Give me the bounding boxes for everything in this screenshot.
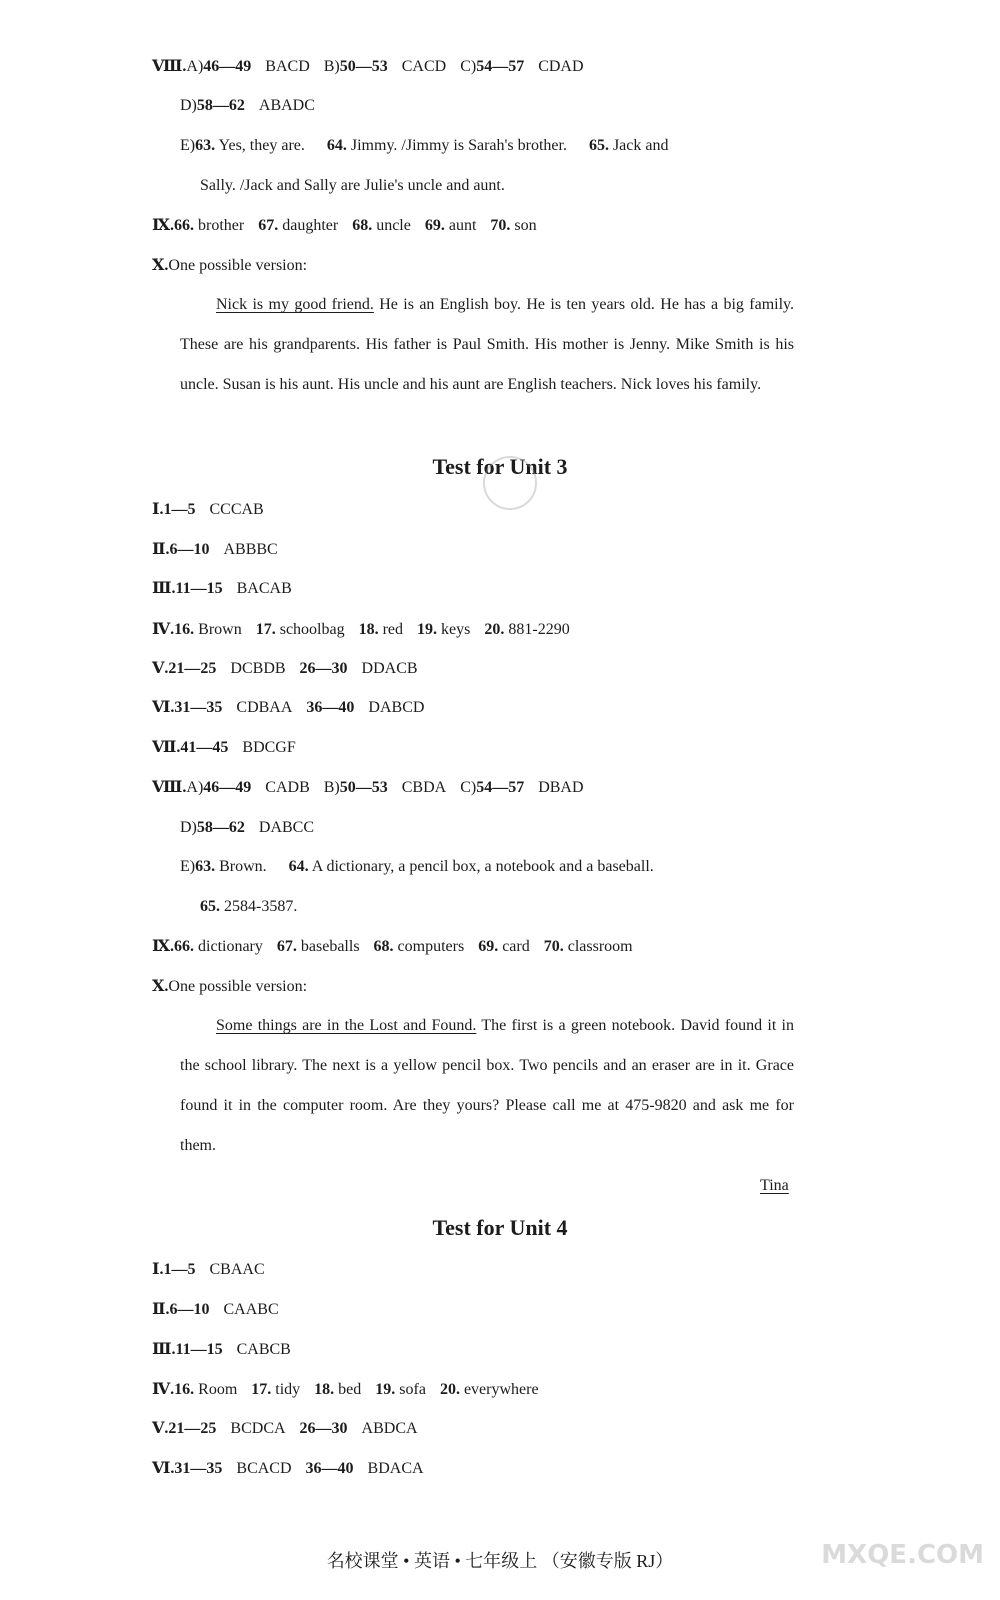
u3-e-line — [180, 857, 654, 877]
section-number: Ⅱ. — [152, 1301, 170, 1318]
answer: everywhere — [463, 1381, 539, 1398]
answers: DCBDB — [230, 660, 286, 677]
answer: keys — [441, 621, 471, 638]
range: 11—15 — [175, 1341, 223, 1358]
answer: Room — [198, 1381, 238, 1398]
answer: 881-2290 — [508, 621, 570, 638]
answer: brother — [198, 217, 245, 234]
section-number: Ⅶ. — [152, 739, 181, 756]
range: 41—45 — [180, 739, 229, 756]
answers: CBDA — [401, 779, 447, 796]
question-number: 69. — [424, 217, 445, 234]
answers: DABCC — [258, 819, 315, 836]
u3-d-line — [180, 818, 314, 838]
u3-essay — [180, 1006, 794, 1166]
u3-ix-line — [152, 937, 633, 957]
question-number: 70. — [543, 938, 564, 955]
section-number: Ⅹ. — [152, 257, 169, 274]
range: 31—35 — [174, 1460, 223, 1477]
sec1-ix-line — [152, 216, 537, 236]
part-label: E) — [180, 858, 196, 875]
section-number: Ⅵ. — [152, 699, 175, 716]
sec1-essay — [180, 285, 794, 405]
answers: CAABC — [223, 1301, 279, 1318]
answer: Jimmy. /Jimmy is Sarah's brother. — [350, 137, 567, 154]
answer: Brown — [198, 621, 242, 638]
range: 26—30 — [299, 660, 348, 677]
answer: red — [382, 621, 404, 638]
range: 50—53 — [339, 779, 388, 796]
question-number: 66. — [174, 938, 195, 955]
part-label: D) — [180, 97, 197, 114]
answer: son — [514, 217, 537, 234]
range: 21—25 — [168, 660, 217, 677]
section-number: Ⅹ. — [152, 978, 169, 995]
part-label: A) — [186, 58, 204, 75]
answer: baseballs — [300, 938, 360, 955]
answer: Sally. /Jack and Sally are Julie's uncle and aunt. — [200, 177, 505, 194]
u3-vi-line — [152, 698, 424, 718]
range: 21—25 — [168, 1420, 217, 1437]
question-number: 67. — [258, 217, 279, 234]
part-label: A) — [186, 779, 204, 796]
question-number: 68. — [373, 938, 394, 955]
question-number: 19. — [417, 621, 438, 638]
answer: A dictionary, a pencil box, a notebook and a baseball. — [311, 858, 654, 875]
question-number: 66. — [174, 217, 195, 234]
answer: Jack and — [612, 137, 669, 154]
u4-i-line — [152, 1260, 265, 1280]
range: 1—5 — [163, 501, 196, 518]
section-number: Ⅴ. — [152, 1420, 169, 1437]
answer: computers — [397, 938, 465, 955]
section-number: Ⅱ. — [152, 541, 170, 558]
essay-body: The first is a green notebook. David found it in the school library. The next is a yellow pencil box. Two pencils and an eraser are in it. Grace found it in the computer room. Are they yours? Please call me at 475-9820 and ask me for them. — [180, 1017, 795, 1154]
answers: BCACD — [236, 1460, 292, 1477]
range: 1—5 — [163, 1261, 196, 1278]
u4-vi-line — [152, 1459, 424, 1479]
answers: BACAB — [236, 580, 292, 597]
range: 26—30 — [299, 1420, 348, 1437]
u3-x-line — [152, 977, 307, 997]
section-number: Ⅴ. — [152, 660, 169, 677]
section-number: Ⅵ. — [152, 1460, 175, 1477]
essay-body: He is an English boy. He is ten years old. He has a big family. These are his grandparents. His father is Paul Smith. His mother is Jenny. Mike Smith is his uncle. Susan is his aunt. His uncle and his aunt are English teachers. Nick loves his family. — [180, 296, 794, 393]
u4-v-line — [152, 1419, 418, 1439]
answers: DBAD — [538, 779, 584, 796]
answer: card — [502, 938, 530, 955]
unit3-title: Test for Unit 3 — [432, 454, 568, 479]
u3-iv-line — [152, 620, 570, 640]
range: 54—57 — [476, 58, 525, 75]
question-number: 16. — [174, 621, 195, 638]
question-number: 18. — [314, 1381, 335, 1398]
answers: CDAD — [538, 58, 584, 75]
answers: DDACB — [361, 660, 418, 677]
section-number: Ⅷ. — [152, 779, 187, 796]
section-number: Ⅳ. — [152, 1381, 175, 1398]
range: 6—10 — [169, 541, 210, 558]
u3-v-line — [152, 659, 418, 679]
answer: tidy — [275, 1381, 301, 1398]
answer: aunt — [448, 217, 477, 234]
answers: CABCB — [236, 1341, 291, 1358]
section-number: Ⅲ. — [152, 580, 176, 597]
part-label: C) — [460, 779, 477, 796]
question-number: 16. — [174, 1381, 195, 1398]
answers: CCCAB — [209, 501, 264, 518]
essay-opening: Some things are in the Lost and Found. — [216, 1017, 477, 1034]
range: 31—35 — [174, 699, 223, 716]
question-number: 69. — [478, 938, 499, 955]
question-number: 70. — [490, 217, 511, 234]
section-number: Ⅰ. — [152, 1261, 164, 1278]
question-number: 63. — [195, 137, 216, 154]
answer: dictionary — [198, 938, 263, 955]
section-number: Ⅸ. — [152, 217, 175, 234]
page-footer: 名校课堂 • 英语 • 七年级上 （安徽专版 RJ） — [326, 1551, 674, 1571]
section-number: Ⅰ. — [152, 501, 164, 518]
answer: Brown. — [219, 858, 267, 875]
question-number: 18. — [358, 621, 379, 638]
section-number: Ⅸ. — [152, 938, 175, 955]
answer: schoolbag — [279, 621, 345, 638]
question-number: 64. — [288, 858, 309, 875]
answers: BCDCA — [230, 1420, 286, 1437]
u3-ii-line — [152, 540, 278, 560]
sec1-viii-line — [152, 57, 584, 77]
u4-iv-line — [152, 1380, 539, 1400]
range: 58—62 — [196, 819, 245, 836]
question-number: 67. — [276, 938, 297, 955]
site-watermark: MXQE.COM — [821, 1540, 984, 1570]
part-label: D) — [180, 819, 197, 836]
answers: CDBAA — [236, 699, 293, 716]
range: 36—40 — [305, 1460, 354, 1477]
range: 46—49 — [203, 58, 252, 75]
question-number: 63. — [195, 858, 216, 875]
stamp-watermark — [483, 456, 537, 510]
range: 6—10 — [169, 1301, 210, 1318]
answers: BDCGF — [242, 739, 296, 756]
answer: uncle — [376, 217, 411, 234]
u3-e-cont — [200, 897, 297, 917]
answers: CBAAC — [209, 1261, 265, 1278]
section-number: Ⅳ. — [152, 621, 175, 638]
answers: ABDCA — [361, 1420, 418, 1437]
question-number: 19. — [375, 1381, 396, 1398]
signature: Tina — [760, 1177, 789, 1194]
answer: 2584-3587. — [224, 898, 298, 915]
question-number: 20. — [484, 621, 505, 638]
u4-iii-line — [152, 1340, 291, 1360]
part-label: C) — [460, 58, 477, 75]
answers: ABADC — [258, 97, 315, 114]
essay-opening: Nick is my good friend. — [216, 296, 374, 313]
part-label: E) — [180, 137, 196, 154]
range: 58—62 — [196, 97, 245, 114]
sec1-x-line — [152, 256, 307, 276]
answers: CACD — [401, 58, 447, 75]
u4-ii-line — [152, 1300, 279, 1320]
sec1-e-line — [180, 136, 794, 156]
version-label: One possible version: — [168, 978, 308, 995]
sec1-e-cont — [200, 176, 505, 196]
question-number: 65. — [200, 898, 220, 915]
answers: BDACA — [367, 1460, 424, 1477]
answer: classroom — [567, 938, 633, 955]
range: 54—57 — [476, 779, 525, 796]
section-number: Ⅷ. — [152, 58, 187, 75]
part-label: B) — [323, 779, 340, 796]
section-number: Ⅲ. — [152, 1341, 176, 1358]
question-number: 17. — [251, 1381, 272, 1398]
question-number: 65. — [588, 137, 609, 154]
unit4-title: Test for Unit 4 — [432, 1215, 568, 1240]
question-number: 68. — [352, 217, 373, 234]
range: 50—53 — [339, 58, 388, 75]
range: 46—49 — [203, 779, 252, 796]
answers: CADB — [265, 779, 310, 796]
u3-i-line — [152, 500, 264, 520]
u3-iii-line — [152, 579, 292, 599]
answer: bed — [338, 1381, 362, 1398]
range: 11—15 — [175, 580, 223, 597]
answer: daughter — [282, 217, 339, 234]
version-label: One possible version: — [168, 257, 308, 274]
answer: Yes, they are. — [218, 137, 305, 154]
question-number: 20. — [439, 1381, 460, 1398]
answer: sofa — [399, 1381, 426, 1398]
range: 36—40 — [306, 699, 355, 716]
question-number: 64. — [326, 137, 347, 154]
answers: ABBBC — [223, 541, 278, 558]
u3-vii-line — [152, 738, 296, 758]
question-number: 17. — [255, 621, 276, 638]
part-label: B) — [323, 58, 340, 75]
answers: BACD — [265, 58, 310, 75]
sec1-d-line — [180, 96, 315, 116]
u3-viii-line — [152, 778, 584, 798]
answers: DABCD — [368, 699, 425, 716]
